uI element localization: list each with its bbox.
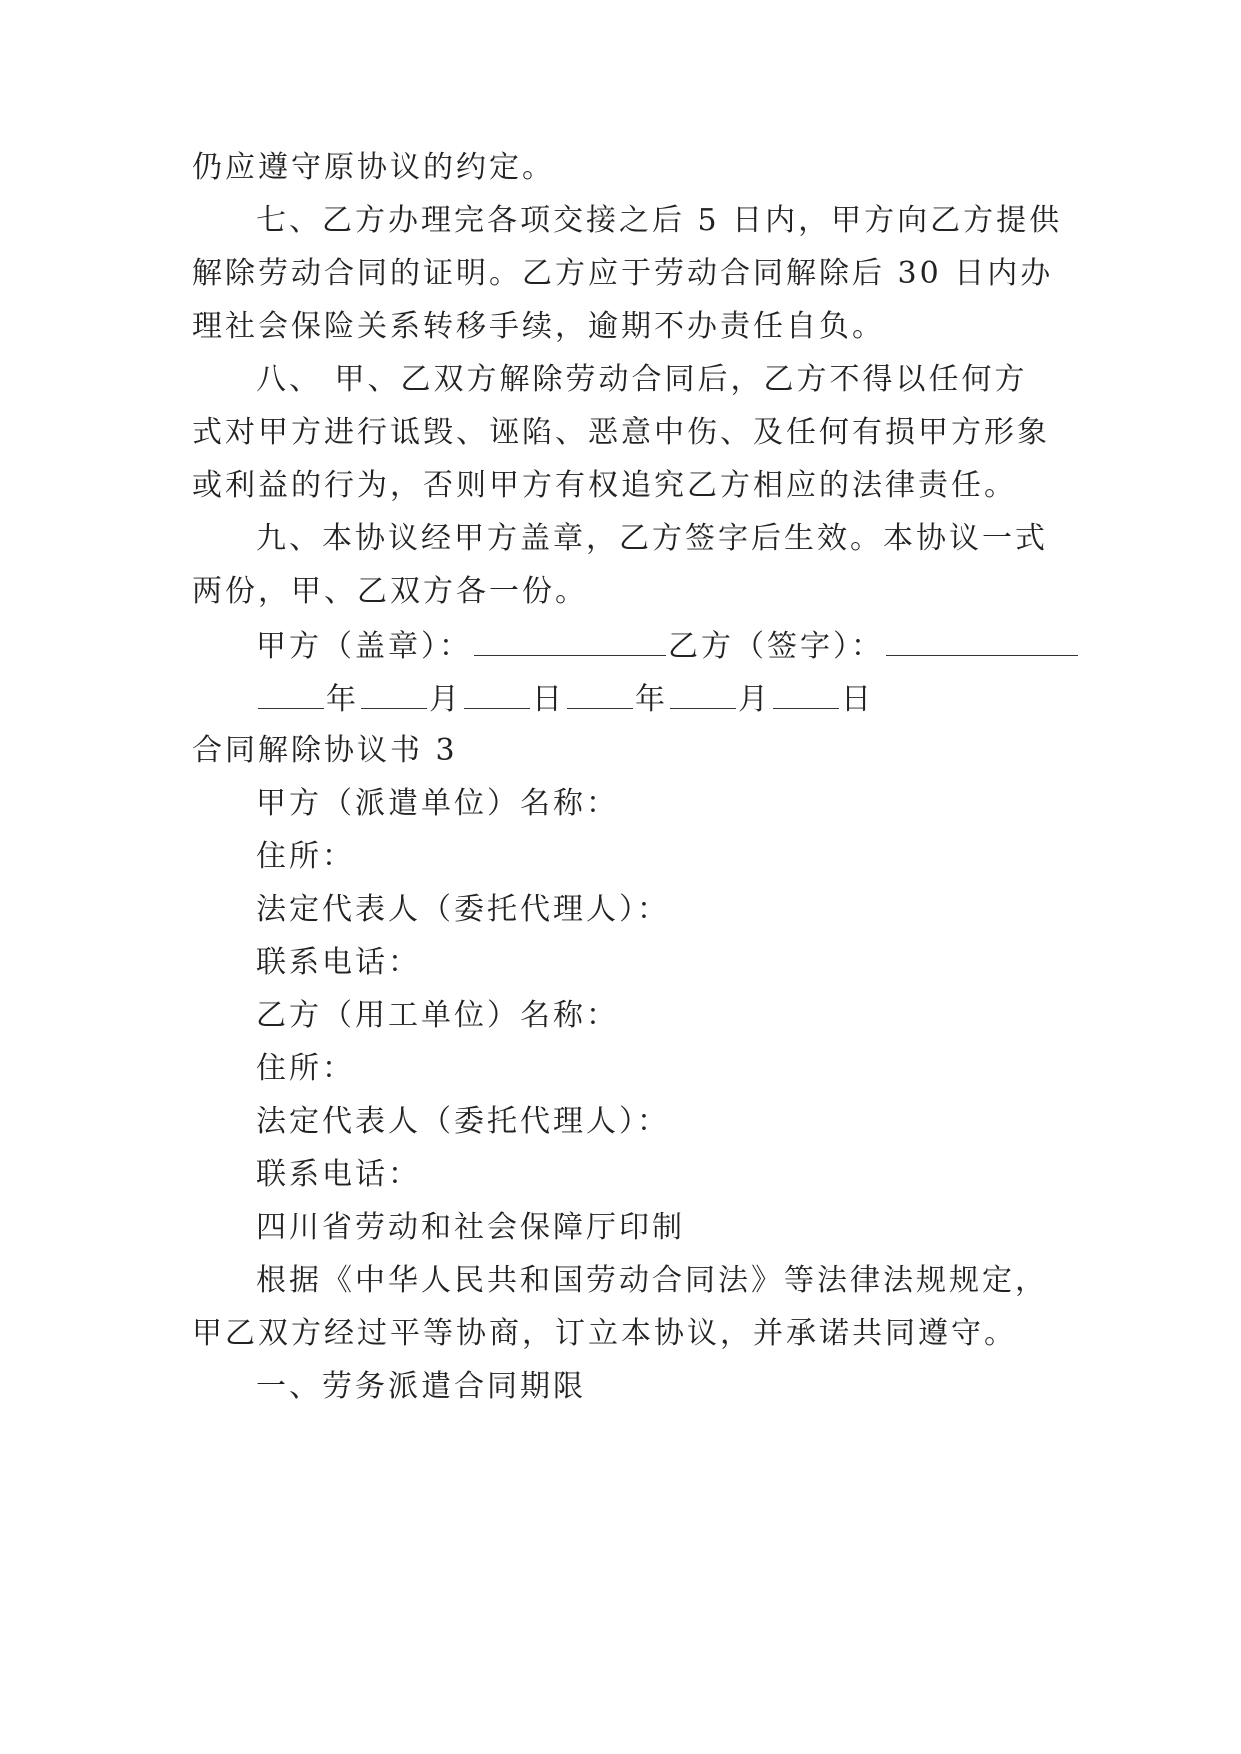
text-line: 仍应遵守原协议的约定。 [192, 150, 555, 185]
clause-nine: 九、本协议经甲方盖章，乙方签字后生效。本协议一式 [256, 521, 1048, 556]
month-blank [361, 678, 427, 709]
signature-line [256, 625, 1080, 667]
field-party-b-name: 乙方（用工单位）名称： [256, 998, 619, 1033]
text-line: 式对甲方进行诋毁、诬陷、恶意中伤、及任何有损甲方形象 [192, 415, 1050, 450]
day-blank [464, 678, 530, 709]
month-label: 月 [429, 682, 462, 717]
field-party-b-phone: 联系电话： [256, 1157, 421, 1192]
field-party-b-representative: 法定代表人（委托代理人）： [256, 1104, 670, 1139]
day-blank [773, 678, 839, 709]
field-party-a-name: 甲方（派遣单位）名称： [256, 786, 619, 821]
preamble-line: 根据《中华人民共和国劳动合同法》等法律法规规定， [256, 1263, 1048, 1298]
section-title: 合同解除协议书 3 [192, 733, 458, 768]
party-a-seal-blank [474, 625, 666, 656]
day-label: 日 [532, 682, 565, 717]
text-line: 或利益的行为，否则甲方有权追究乙方相应的法律责任。 [192, 468, 1017, 503]
field-party-a-phone: 联系电话： [256, 945, 421, 980]
party-a-seal-label: 甲方（盖章）： [256, 629, 472, 664]
date-line [256, 678, 874, 720]
clause-seven: 七、乙方办理完各项交接之后 5 日内，甲方向乙方提供 [256, 203, 1063, 238]
clause-eight: 八、 甲、乙双方解除劳动合同后，乙方不得以任何方 [256, 362, 1028, 397]
year-blank [567, 678, 633, 709]
month-blank [670, 678, 736, 709]
party-b-sign-blank [886, 625, 1078, 656]
text-line: 解除劳动合同的证明。乙方应于劳动合同解除后 30 日内办 [192, 256, 1054, 291]
year-blank [258, 678, 324, 709]
text-line: 两份，甲、乙双方各一份。 [192, 574, 588, 609]
text-line: 理社会保险关系转移手续，逾期不办责任自负。 [192, 309, 885, 344]
field-party-b-address: 住所： [256, 1051, 355, 1086]
field-party-a-address: 住所： [256, 839, 355, 874]
day-label: 日 [841, 682, 874, 717]
year-label: 年 [326, 682, 359, 717]
preamble-line: 甲乙双方经过平等协商，订立本协议，并承诺共同遵守。 [192, 1316, 1017, 1351]
month-label: 月 [738, 682, 771, 717]
year-label: 年 [635, 682, 668, 717]
party-b-sign-label: 乙方（签字）： [668, 629, 884, 664]
field-party-a-representative: 法定代表人（委托代理人）： [256, 892, 670, 927]
clause-one-heading: 一、劳务派遣合同期限 [256, 1369, 586, 1404]
printer-note: 四川省劳动和社会保障厅印制 [256, 1210, 685, 1245]
